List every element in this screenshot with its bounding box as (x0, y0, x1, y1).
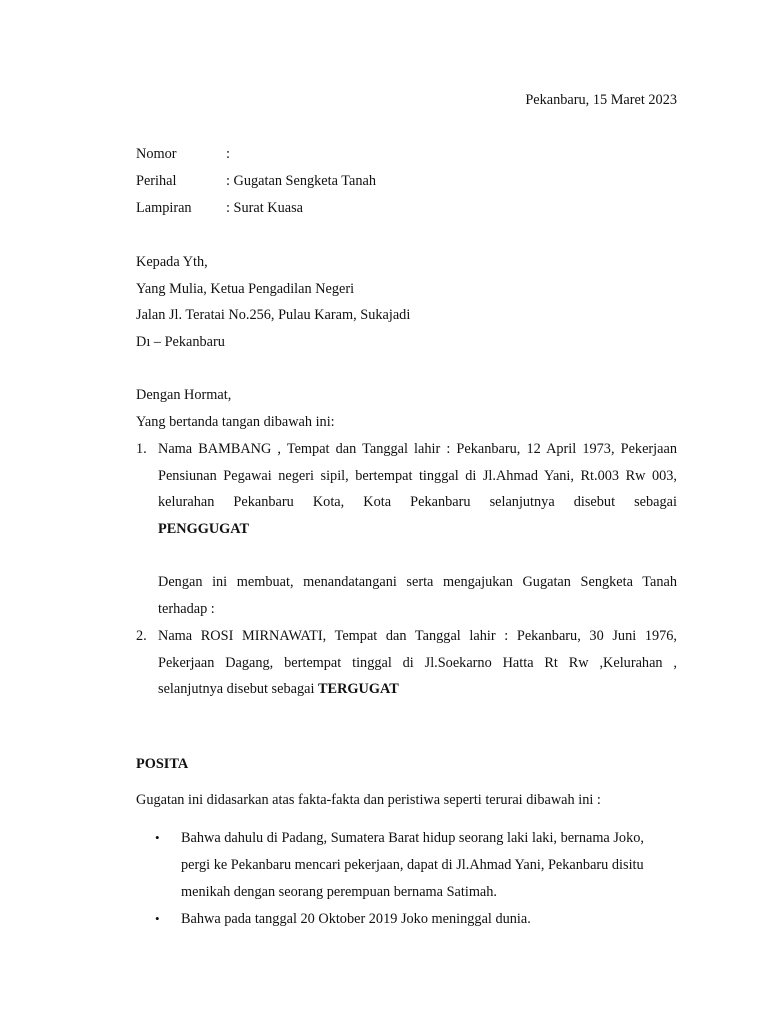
posita-heading: POSITA (136, 756, 189, 772)
statement-line-2: terhadap : (158, 601, 215, 617)
penggugat-label: PENGGUGAT (158, 521, 250, 537)
intro-text: Yang bertanda tangan dibawah ini: (136, 414, 335, 430)
party-1-line-1: Nama BAMBANG , Tempat dan Tanggal lahir : Pekanbaru, 12 April 1973, Pekerjaan (158, 441, 677, 457)
bullet-2-line-1: Bahwa pada tanggal 20 Oktober 2019 Joko meninggal dunia. (181, 911, 531, 927)
bullet-1-line-1: Bahwa dahulu di Padang, Sumatera Barat hidup seorang laki laki, bernama Joko, (181, 830, 644, 846)
party-1-number: 1. (136, 441, 147, 457)
bullet-1-line-2: pergi ke Pekanbaru mencari pekerjaan, dapat di Jl.Ahmad Yani, Pekanbaru disitu (181, 857, 644, 873)
perihal-label: Perihal (136, 173, 177, 189)
lampiran-value: : Surat Kuasa (226, 200, 304, 216)
greeting: Dengan Hormat, (136, 387, 232, 403)
bullet-1-marker: • (155, 830, 160, 845)
tergugat-label: TERGUGAT (318, 681, 399, 697)
recipient-line-4: Dı – Pekanbaru (136, 334, 225, 350)
party-2-line-1: Nama ROSI MIRNAWATI, Tempat dan Tanggal lahir : Pekanbaru, 30 Juni 1976, (158, 628, 677, 644)
party-1-line-3: kelurahan Pekanbaru Kota, Kota Pekanbaru selanjutnya disebut sebagai (158, 494, 677, 510)
nomor-label: Nomor (136, 146, 177, 162)
lampiran-label: Lampiran (136, 200, 192, 216)
recipient-line-2: Yang Mulia, Ketua Pengadilan Negeri (136, 281, 355, 297)
date-line: Pekanbaru, 15 Maret 2023 (525, 92, 677, 108)
recipient-line-1: Kepada Yth, (136, 254, 208, 270)
statement-line-1: Dengan ini membuat, menandatangani serta mengajukan Gugatan Sengketa Tanah (158, 574, 677, 590)
nomor-value: : (226, 146, 230, 162)
nomor-row (136, 146, 536, 166)
bullet-2-marker: • (155, 911, 160, 926)
recipient-line-3: Jalan Jl. Teratai No.256, Pulau Karam, Sukajadi (136, 307, 411, 323)
party-2-number: 2. (136, 628, 147, 644)
perihal-value: : Gugatan Sengketa Tanah (226, 173, 376, 189)
posita-intro: Gugatan ini didasarkan atas fakta-fakta dan peristiwa seperti terurai dibawah ini : (136, 792, 601, 808)
perihal-row (136, 173, 536, 193)
lampiran-row (136, 200, 536, 220)
party-2-line-3-text: selanjutnya disebut sebagai (158, 681, 319, 697)
party-1-line-2: Pensiunan Pegawai negeri sipil, bertempat tinggal di Jl.Ahmad Yani, Rt.003 Rw 003, (158, 468, 677, 484)
bullet-1-line-3: menikah dengan seorang perempuan bernama Satimah. (181, 884, 498, 900)
party-2-line-2: Pekerjaan Dagang, bertempat tinggal di Jl.Soekarno Hatta Rt Rw ,Kelurahan , (158, 655, 677, 671)
party-2-line-3 (158, 681, 677, 698)
